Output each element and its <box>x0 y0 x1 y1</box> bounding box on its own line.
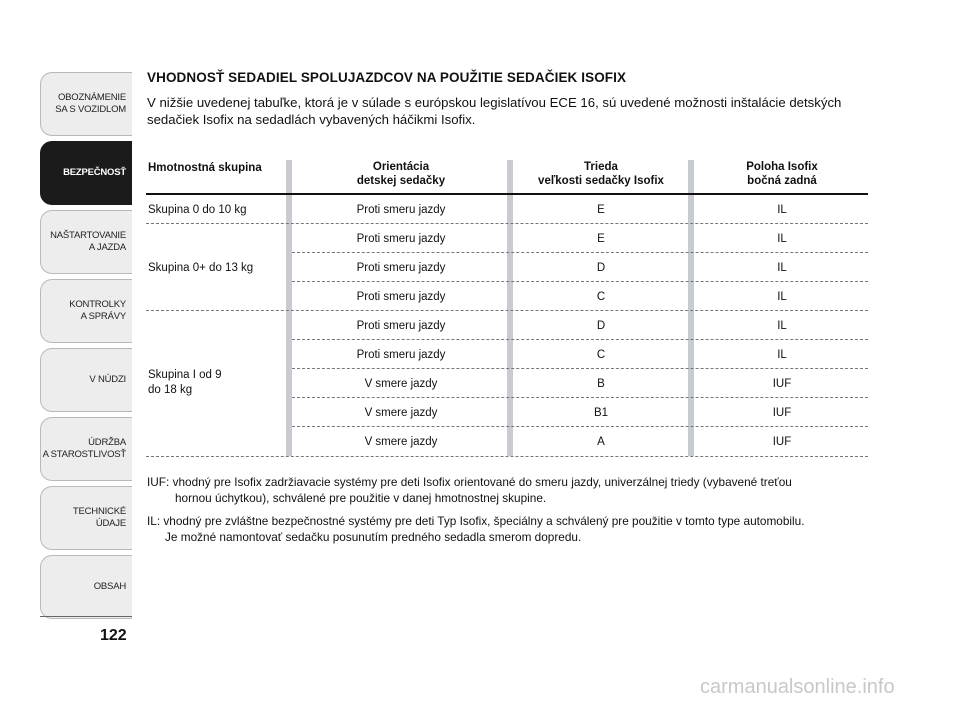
tab-kontrolky[interactable]: KONTROLKY A SPRÁVY <box>40 279 132 343</box>
cell-position: IUF <box>772 436 792 448</box>
cell-class: B <box>597 378 605 390</box>
header-class: Trieda veľkosti sedačky Isofix <box>538 161 664 187</box>
cell-class: B1 <box>593 407 609 419</box>
cell-orientation: Proti smeru jazdy <box>356 291 446 303</box>
note-text-continued: hornou úchytkou), schválené pre použitie v danej hmotnostnej skupine. <box>175 491 547 505</box>
cell-orientation: V smere jazdy <box>364 378 438 390</box>
cell-position: IL <box>777 320 787 332</box>
row-divider <box>146 456 868 457</box>
cell-class: E <box>597 233 605 245</box>
isofix-table <box>146 160 868 460</box>
tab-v-nudzi[interactable]: V NÚDZI <box>40 348 132 412</box>
row-divider <box>292 252 868 253</box>
watermark: carmanualsonline.info <box>700 676 895 698</box>
cell-orientation: Proti smeru jazdy <box>356 320 446 332</box>
note-tag: IL: <box>147 514 161 528</box>
cell-class: A <box>597 436 605 448</box>
cell-class: D <box>596 320 606 332</box>
tab-udrzba[interactable]: ÚDRŽBA A STAROSTLIVOSŤ <box>40 417 132 481</box>
cell-orientation: Proti smeru jazdy <box>356 349 446 361</box>
tab-obsah[interactable]: OBSAH <box>40 555 132 619</box>
cell-orientation: V smere jazdy <box>364 436 438 448</box>
cell-class: D <box>596 262 606 274</box>
row-divider <box>292 426 868 427</box>
group-label-1: Skupina I od 9 do 18 kg <box>148 369 222 396</box>
note-iuf <box>147 474 867 506</box>
row-divider <box>292 397 868 398</box>
tab-nastartovanie[interactable]: NAŠTARTOVANIE A JAZDA <box>40 210 132 274</box>
cell-orientation: V smere jazdy <box>364 407 438 419</box>
cell-position: IUF <box>772 407 792 419</box>
note-tag: IUF: <box>147 475 170 489</box>
cell-class: E <box>597 204 605 216</box>
page-number: 122 <box>100 627 127 644</box>
cell-class: C <box>596 291 606 303</box>
header-rule <box>146 193 868 195</box>
cell-position: IL <box>777 262 787 274</box>
tab-technicke-udaje[interactable]: TECHNICKÉ ÚDAJE <box>40 486 132 550</box>
sidebar-divider <box>40 616 132 617</box>
group-label-0plus: Skupina 0+ do 13 kg <box>148 262 254 274</box>
row-divider <box>146 310 868 311</box>
column-divider <box>507 160 513 456</box>
cell-position: IL <box>777 349 787 361</box>
cell-orientation: Proti smeru jazdy <box>356 262 446 274</box>
cell-class: C <box>596 349 606 361</box>
row-divider <box>146 223 868 224</box>
row-divider <box>292 339 868 340</box>
note-text: vhodný pre Isofix zadržiavacie systémy pre deti Isofix orientované do smeru jazdy, univerzálnej triedy (vybavené treťou <box>172 475 792 489</box>
cell-orientation: Proti smeru jazdy <box>356 233 446 245</box>
cell-position: IL <box>777 233 787 245</box>
tab-oboznamenie[interactable]: OBOZNÁMENIE SA S VOZIDLOM <box>40 72 132 136</box>
cell-position: IL <box>777 291 787 303</box>
cell-orientation: Proti smeru jazdy <box>356 204 446 216</box>
column-divider <box>286 160 292 456</box>
tab-bezpecnost[interactable]: BEZPEČNOSŤ <box>40 141 132 205</box>
row-divider <box>292 368 868 369</box>
note-text: vhodný pre zvláštne bezpečnostné systémy pre deti Typ Isofix, špeciálny a schválený pre použitie v tomto type automobilu. <box>163 514 805 528</box>
cell-position: IUF <box>772 378 792 390</box>
row-divider <box>292 281 868 282</box>
header-position: Poloha Isofix bočná zadná <box>746 161 818 187</box>
cell-position: IL <box>777 204 787 216</box>
group-label-0: Skupina 0 do 10 kg <box>148 204 247 216</box>
column-divider <box>688 160 694 456</box>
header-group: Hmotnostná skupina <box>148 162 262 174</box>
header-orientation: Orientácia detskej sedačky <box>356 161 446 187</box>
note-il <box>147 513 867 545</box>
note-text-continued: Je možné namontovať sedačku posunutím predného sedadla smerom dopredu. <box>165 530 582 544</box>
section-title: VHODNOSŤ SEDADIEL SPOLUJAZDCOV NA POUŽITIE SEDAČIEK ISOFIX <box>147 70 627 85</box>
intro-paragraph: V nižšie uvedenej tabuľke, ktorá je v súlade s európskou legislatívou ECE 16, sú uvedené možnosti inštalácie detských sedačiek Isofix na sedadlách vybavených háčikmi Isofix. <box>147 95 842 127</box>
